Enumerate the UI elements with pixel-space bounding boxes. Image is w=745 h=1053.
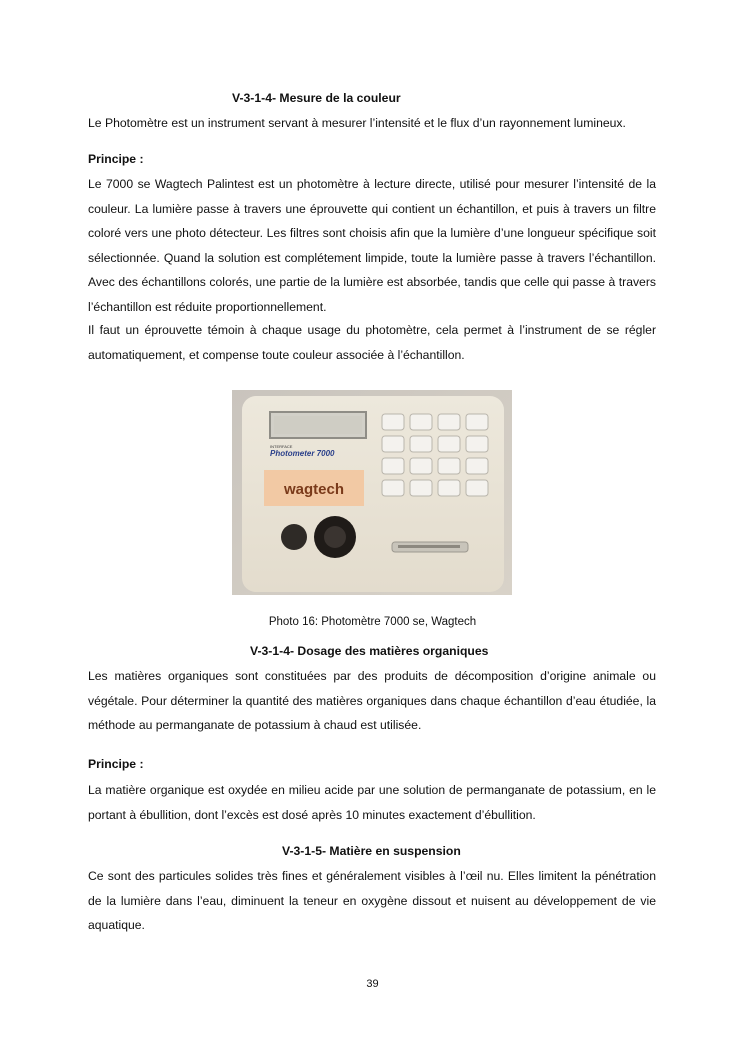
principe-label-1: Principe : — [88, 152, 144, 166]
section-heading-couleur: V-3-1-4- Mesure de la couleur — [232, 91, 401, 105]
paragraph-suspension: Ce sont des particules solides très fines et généralement visibles à l’œil nu. Elles limitent la pénétration de la lumière dans l’eau, diminuent la teneur en oxygène dissout et nuisent au développement de vie aquatique. — [88, 869, 656, 932]
paragraph-couleur-intro: Le Photomètre est un instrument servant à mesurer l’intensité et le flux d’un rayonnement lumineux. — [88, 116, 626, 130]
brand-label: wagtech — [283, 481, 345, 498]
photo-caption: Photo 16: Photomètre 7000 se, Wagtech — [268, 616, 477, 628]
principe-label-2: Principe : — [88, 757, 144, 771]
paragraph-principe-2: La matière organique est oxydée en milieu acide par une solution de permanganate de potassium, en le portant à ébullition, dont l’excès est dosé après 10 minutes exactement d’ébullition. — [88, 783, 656, 822]
paragraph-principe-1b: Il faut un éprouvette témoin à chaque usage du photomètre, cela permet à l’instrument de se régler automatiquement, et compense toute couleur associée à l’échantillon. — [88, 323, 656, 362]
photometer-illustration — [232, 390, 512, 595]
section-heading-organiques: V-3-1-4- Dosage des matières organiques — [250, 644, 489, 658]
model-small-label: INTERFACE — [270, 444, 293, 449]
model-name-label: Photometer 7000 — [270, 449, 335, 458]
paragraph-organiques: Les matières organiques sont constituées par des produits de décomposition d’origine animale ou végétale. Pour déterminer la quantité des matières organiques dans chaque échantillon d’eau étudiée, la méthode au permanganate de potassium à chaud est utilisée. — [88, 669, 656, 732]
paragraph-principe-1: Le 7000 se Wagtech Palintest est un photomètre à lecture directe, utilisé pour mesurer l’intensité de la couleur. La lumière passe à travers une éprouvette qui contient un échantillon, et puis à travers un filtre coloré vers une photo détecteur. Les filtres sont choisis afin que la lumière d’une longueur spécifique soit sélectionnée. Quand la solution est complétement limpide, toute la lumière passe à travers l’échantillon. Avec des échantillons colorés, une partie de la lumière est absorbée, tandis que celle qui passe à travers l’échantillon est réduite proportionnellement. — [88, 177, 656, 314]
photometer-photo — [232, 390, 512, 595]
page-number: 39 — [366, 978, 379, 990]
section-heading-suspension: V-3-1-5- Matière en suspension — [282, 844, 461, 858]
